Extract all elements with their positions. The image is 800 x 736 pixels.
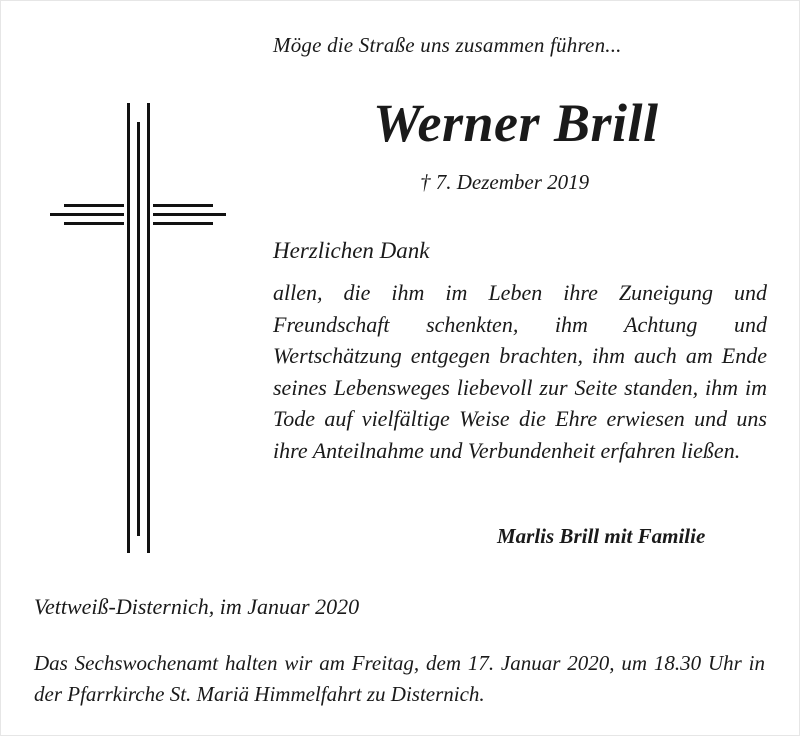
signature: Marlis Brill mit Familie [497,524,706,548]
death-date: † 7. Dezember 2019 [420,170,590,194]
thanks-text: allen, die ihm im Leben ihre Zuneigung und Freundschaft schenkten, ihm Achtung und Wertschätzung entgegen brachten, ihm auch am Ende seines Lebensweges liebevoll zur Seite standen, ihm im Tode auf vielfältige Weise die Ehre erwiesen und uns ihre Anteilnahme und Verbundenheit erfahren ließen. [273,280,767,463]
cross-icon [50,100,230,560]
motto-text: Möge die Straße uns zusammen führen... [273,33,622,57]
place-date: Vettweiß-Disternich, im Januar 2020 [34,594,360,619]
thanks-heading: Herzlichen Dank [273,238,430,263]
deceased-name: Werner Brill [373,93,659,153]
mass-notice: Das Sechswochenamt halten wir am Freitag, dem 17. Januar 2020, um 18.30 Uhr in der Pfarrkirche St. Mariä Himmelfahrt zu Disternich. [34,651,765,706]
